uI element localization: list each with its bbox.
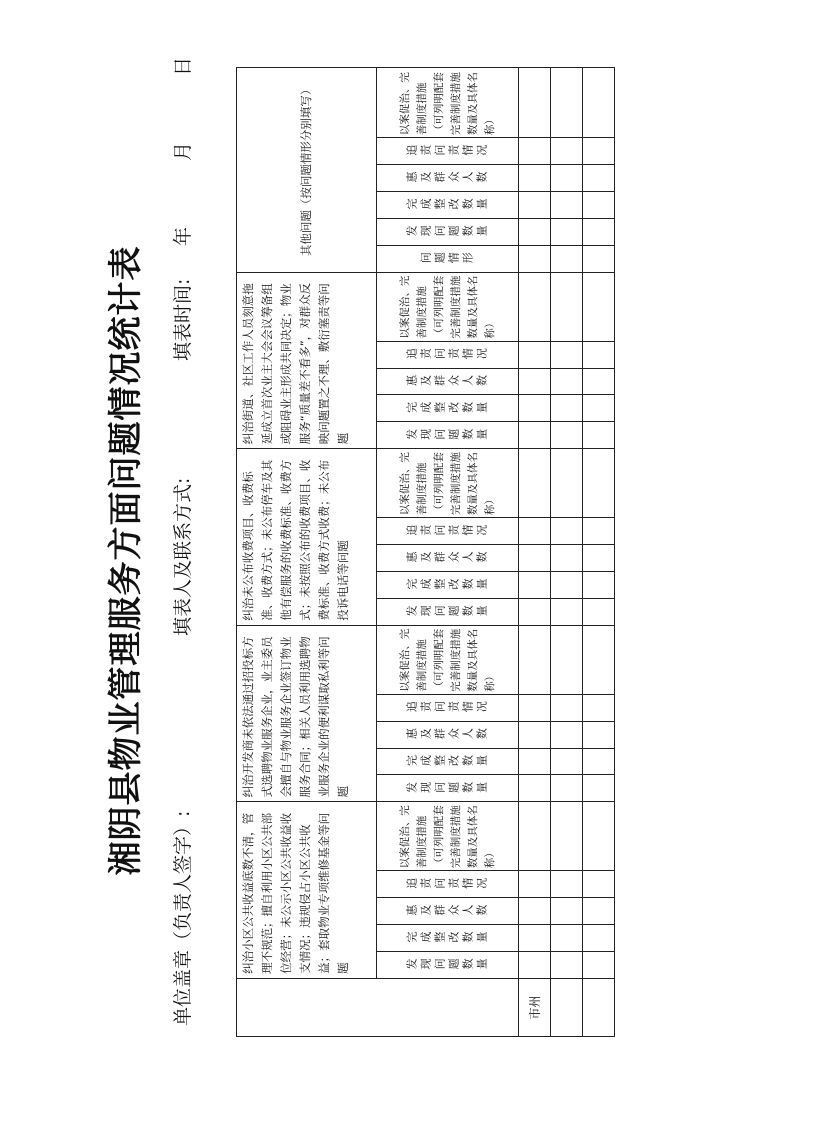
data-cell[interactable]: [583, 368, 615, 395]
data-cell[interactable]: [551, 218, 583, 245]
data-cell[interactable]: [551, 694, 583, 721]
g4-account: 追责问责情况: [377, 341, 519, 368]
g1-benefit: 惠及群众人数: [377, 898, 519, 925]
g4-benefit: 惠及群众人数: [377, 368, 519, 395]
data-cell[interactable]: [551, 165, 583, 192]
data-cell[interactable]: [583, 802, 615, 871]
data-cell[interactable]: [519, 341, 551, 368]
data-cell[interactable]: [583, 68, 615, 138]
data-cell[interactable]: [519, 68, 551, 138]
data-cell[interactable]: [551, 245, 583, 272]
g1-fixed: 完成整改数量: [377, 925, 519, 952]
g5-situation: 问题情形: [377, 245, 519, 272]
data-cell[interactable]: [583, 518, 615, 545]
data-cell[interactable]: [519, 598, 551, 625]
g5-found: 发现问题数量: [377, 218, 519, 245]
data-cell[interactable]: [551, 368, 583, 395]
data-cell[interactable]: [519, 245, 551, 272]
data-cell[interactable]: [551, 571, 583, 598]
data-cell[interactable]: [551, 191, 583, 218]
data-cell[interactable]: [519, 218, 551, 245]
statistics-table: [236, 67, 615, 1037]
group-2-description: 纠治开发商未依法通过招投标方式选聘物业服务企业，业主委员会擅自与物业服务企业签订物业服务合同；相关人员利用选聘物业服务企业的便利谋取私利等问题: [237, 625, 377, 802]
data-cell[interactable]: [551, 951, 583, 978]
data-cell[interactable]: [551, 518, 583, 545]
data-cell[interactable]: [551, 802, 583, 871]
group-5-description: 其他问题（按问题情形分别填写）: [237, 68, 377, 273]
corner-cell: [237, 978, 519, 1036]
day-label: 日: [172, 56, 194, 76]
data-cell[interactable]: [519, 748, 551, 775]
data-cell[interactable]: [583, 625, 615, 694]
data-cell[interactable]: [583, 598, 615, 625]
data-cell[interactable]: [583, 925, 615, 952]
data-cell[interactable]: [551, 898, 583, 925]
g5-benefit: 惠及群众人数: [377, 165, 519, 192]
data-cell[interactable]: [583, 449, 615, 518]
data-cell[interactable]: [583, 272, 615, 341]
fill-time-label: 填表时间:: [172, 278, 194, 361]
month-label: 月: [172, 141, 194, 161]
data-cell[interactable]: [551, 978, 583, 1036]
data-cell[interactable]: [519, 395, 551, 422]
data-cell[interactable]: [583, 191, 615, 218]
data-cell[interactable]: [583, 165, 615, 192]
g2-benefit: 惠及群众人数: [377, 721, 519, 748]
data-cell[interactable]: [583, 978, 615, 1036]
data-cell[interactable]: [551, 598, 583, 625]
data-cell[interactable]: [551, 395, 583, 422]
data-cell[interactable]: [519, 871, 551, 898]
unit-seal-label: 单位盖章（负责人签字）:: [172, 810, 194, 1026]
data-cell[interactable]: [583, 395, 615, 422]
data-cell[interactable]: [551, 341, 583, 368]
data-cell[interactable]: [551, 138, 583, 165]
group-3-description: 纠治未公布收费项目、收费标准、收费方式；未公布停车及其他有偿服务的收费标准、收费方式；未按照公布的收费项目、收费标准、收费方式收费；未公布投诉电话等问题: [237, 449, 377, 626]
g3-measure: 以案促治、完善制度措施（可列明配套完善制度措施数量及具体名称）: [377, 449, 519, 518]
data-cell[interactable]: [519, 272, 551, 341]
g2-measure: 以案促治、完善制度措施（可列明配套完善制度措施数量及具体名称）: [377, 625, 519, 694]
data-cell[interactable]: [583, 545, 615, 572]
data-cell[interactable]: [583, 721, 615, 748]
data-cell[interactable]: [583, 422, 615, 449]
data-cell[interactable]: [551, 449, 583, 518]
data-cell[interactable]: [519, 775, 551, 802]
data-cell[interactable]: [583, 694, 615, 721]
g1-account: 追责问责情况: [377, 871, 519, 898]
data-cell[interactable]: [551, 748, 583, 775]
data-cell[interactable]: [519, 449, 551, 518]
group-4-description: 纠治街道、社区工作人员刻意拖延成立首次业主大会会议筹备组或阻碍业主形成共同决定；物业服务“质量差不看多”，对群众反映问题置之不理、敷衍塞责等问题: [237, 272, 377, 449]
data-cell[interactable]: [583, 571, 615, 598]
row-label-city: 市州: [519, 978, 551, 1036]
g1-found: 发现问题数量: [377, 951, 519, 978]
data-cell[interactable]: [583, 341, 615, 368]
data-cell[interactable]: [583, 871, 615, 898]
data-cell[interactable]: [519, 925, 551, 952]
data-cell[interactable]: [583, 775, 615, 802]
data-cell[interactable]: [551, 68, 583, 138]
g3-found: 发现问题数量: [377, 598, 519, 625]
page-title: 湘阴县物业管理服务方面问题情况统计表: [106, 245, 146, 876]
g3-fixed: 完成整改数量: [377, 571, 519, 598]
data-cell[interactable]: [519, 721, 551, 748]
g5-fixed: 完成整改数量: [377, 191, 519, 218]
data-cell[interactable]: [551, 775, 583, 802]
g4-found: 发现问题数量: [377, 422, 519, 449]
data-cell[interactable]: [519, 191, 551, 218]
data-cell[interactable]: [519, 138, 551, 165]
data-cell[interactable]: [519, 951, 551, 978]
filler-contact-label: 填表人及联系方式:: [172, 477, 194, 636]
data-cell[interactable]: [519, 694, 551, 721]
data-cell[interactable]: [519, 422, 551, 449]
data-cell[interactable]: [551, 272, 583, 341]
g1-measure: 以案促治、完善制度措施（可列明配套完善制度措施数量及具体名称）: [377, 802, 519, 871]
data-cell[interactable]: [519, 625, 551, 694]
data-cell[interactable]: [551, 422, 583, 449]
data-cell[interactable]: [519, 898, 551, 925]
data-cell[interactable]: [519, 571, 551, 598]
group-1-description: 纠治小区公共收益底数不清，管理不规范；擅自利用小区公共部位经营；未公示小区公共收益收支情况；违规侵占小区公共收益；套取物业专项维修基金等问题: [237, 802, 377, 979]
g3-account: 追责问责情况: [377, 518, 519, 545]
data-cell[interactable]: [583, 898, 615, 925]
data-cell[interactable]: [551, 721, 583, 748]
g5-account: 追责问责情况: [377, 138, 519, 165]
data-cell[interactable]: [583, 218, 615, 245]
g2-found: 发现问题数量: [377, 775, 519, 802]
data-cell[interactable]: [519, 545, 551, 572]
data-cell[interactable]: [519, 165, 551, 192]
g2-fixed: 完成整改数量: [377, 748, 519, 775]
data-cell[interactable]: [551, 871, 583, 898]
data-cell[interactable]: [583, 138, 615, 165]
data-cell[interactable]: [583, 951, 615, 978]
g2-account: 追责问责情况: [377, 694, 519, 721]
data-cell[interactable]: [583, 748, 615, 775]
data-cell[interactable]: [551, 925, 583, 952]
data-cell[interactable]: [583, 245, 615, 272]
g4-measure: 以案促治、完善制度措施（可列明配套完善制度措施数量及具体名称）: [377, 272, 519, 341]
data-cell[interactable]: [519, 368, 551, 395]
g5-measure: 以案促治、完善制度措施（可列明配套完善制度措施数量及具体名称）: [377, 68, 519, 138]
g3-benefit: 惠及群众人数: [377, 545, 519, 572]
g4-fixed: 完成整改数量: [377, 395, 519, 422]
data-cell[interactable]: [551, 625, 583, 694]
data-cell[interactable]: [519, 802, 551, 871]
year-label: 年: [172, 226, 194, 246]
data-cell[interactable]: [519, 518, 551, 545]
data-cell[interactable]: [551, 545, 583, 572]
